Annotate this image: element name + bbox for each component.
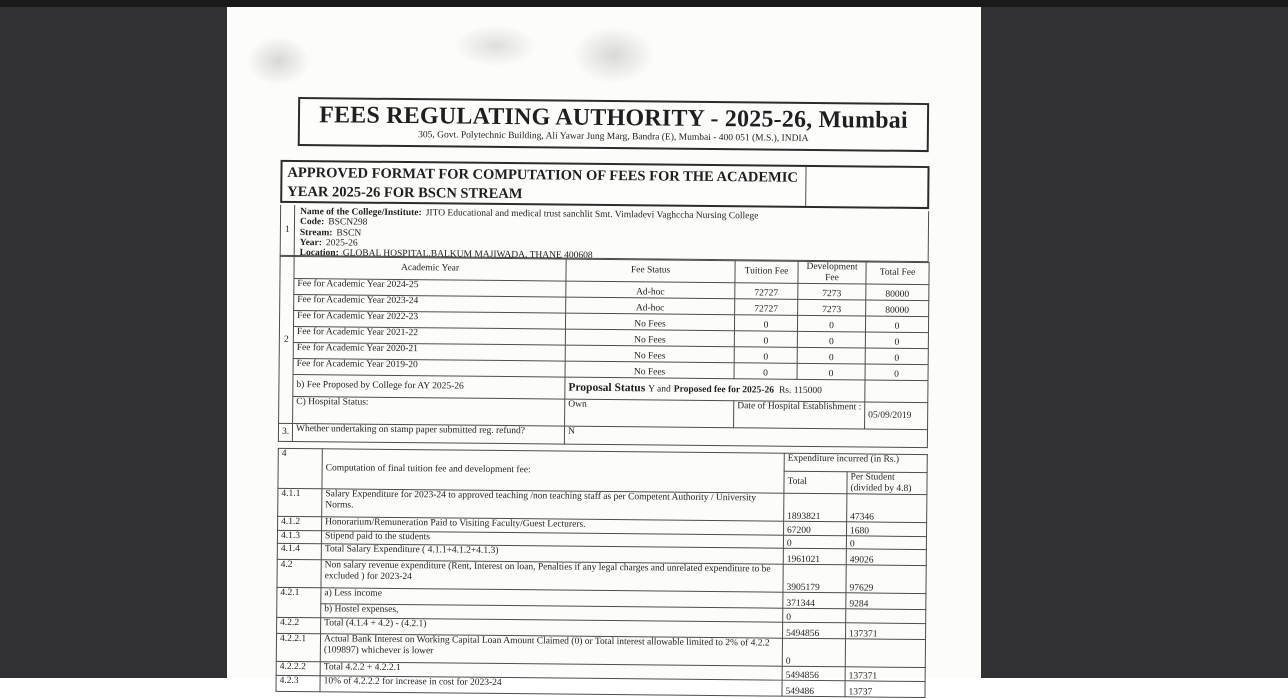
comp-item-number: 4.2 xyxy=(277,560,321,588)
comp-total-value: 1893821 xyxy=(787,511,821,522)
comp-per-student-value: 137371 xyxy=(848,670,878,682)
undertaking-label: Whether undertaking on stamp paper submitted reg. refund? xyxy=(292,424,564,445)
college-field-value: 2025-26 xyxy=(325,238,358,249)
fee-value: 7273 xyxy=(822,305,842,316)
scan-smudge xyxy=(453,25,537,68)
comp-item-per-student xyxy=(845,639,925,668)
comp-total-value: 5494856 xyxy=(786,628,820,639)
fee-cell-status xyxy=(565,329,734,347)
hospital-status-value: Own xyxy=(565,399,734,428)
fee-cell-year: Fee for Academic Year 2021-22 xyxy=(293,327,565,346)
top-dark-strip xyxy=(0,0,1288,7)
comp-total-value: 67200 xyxy=(787,525,811,536)
scan-smudge xyxy=(572,26,655,85)
comp-item-total xyxy=(783,608,846,623)
fee-cell-status xyxy=(566,281,735,299)
fee-cell-status xyxy=(565,361,734,379)
comp-per-student-value: 0 xyxy=(849,538,855,549)
fee-cell-tuition xyxy=(734,347,797,364)
comp-total-value: 549486 xyxy=(785,686,815,697)
comp-item-total xyxy=(783,535,846,549)
fee-value: 7273 xyxy=(822,289,842,300)
college-field-value: BSCN298 xyxy=(328,217,368,229)
fee-proposed-value-cell xyxy=(565,377,865,402)
proposed-fee-value: Rs. 115000 xyxy=(778,385,822,397)
comp-item-per-student xyxy=(846,565,926,594)
comp-item-desc: Non salary revenue expenditure (Rent, Interest on loan, Penalties if any legal charges and unrelated expenditure to be excluded ) for 2023-24 xyxy=(321,560,783,592)
comp-item-per-student xyxy=(846,623,926,640)
comp-item-total xyxy=(783,622,846,639)
comp-item-number: 4.1.4 xyxy=(277,544,321,560)
fee-cell-development xyxy=(797,348,865,365)
approved-format-box xyxy=(280,160,929,209)
comp-item-per-student xyxy=(845,667,925,682)
fee-value: 72727 xyxy=(754,288,779,299)
fee-value: 0 xyxy=(894,337,900,349)
comp-item-total xyxy=(782,680,845,697)
comp-item-number: 4.1.2 xyxy=(278,517,322,531)
comp-item-number: 4.2.2.1 xyxy=(276,634,320,662)
comp-per-student-value: 97629 xyxy=(849,582,874,594)
section-number: 2 xyxy=(279,256,295,423)
section-number: 4 xyxy=(278,448,322,489)
comp-item-number: 4.2.2 xyxy=(277,618,321,634)
college-field-value: JITO Educational and medical trust sanchlit Smt. Vimladevi Vaghccha Nursing College xyxy=(425,208,759,222)
row-number: 3. xyxy=(278,424,292,442)
approved-format-title: APPROVED FORMAT FOR COMPUTATION OF FEES FOR THE ACADEMIC YEAR 2025-26 FOR BSCN STREAM xyxy=(282,162,806,206)
comp-item-number: 4.2.3 xyxy=(276,676,320,692)
fee-cell-total xyxy=(865,316,928,333)
fee-cell-tuition xyxy=(735,299,798,316)
comp-item-per-student xyxy=(846,593,926,610)
fee-cell-development xyxy=(797,316,865,333)
col-per-student-header: Per Student (divided by 4.8) xyxy=(847,472,927,495)
fee-value: 0 xyxy=(829,321,834,332)
fee-cell-tuition xyxy=(735,283,798,300)
comp-item-desc: Total 4.2.2 + 4.2.2.1 xyxy=(320,662,782,680)
fee-history-table xyxy=(278,256,930,448)
fee-value: 80000 xyxy=(885,289,910,301)
comp-item-desc: Stipend paid to the students xyxy=(321,531,783,548)
fee-col-header: Total Fee xyxy=(866,262,929,285)
row-number: 1 xyxy=(281,205,295,255)
college-field-label: Name of the College/Institute: xyxy=(300,207,422,219)
document-page xyxy=(227,7,981,698)
fee-col-header: Development Fee xyxy=(798,261,866,284)
comp-total-value: 371344 xyxy=(786,598,815,609)
comp-item-total xyxy=(783,592,846,609)
authority-header-box xyxy=(298,97,929,152)
fee-proposed-empty-cell xyxy=(865,380,928,403)
comp-item-per-student xyxy=(846,536,926,550)
fee-value: 72727 xyxy=(754,304,779,315)
comp-item-per-student xyxy=(847,522,927,537)
comp-item-desc: Honorarium/Remuneration Paid to Visiting Faculty/Guest Lecturers. xyxy=(322,517,784,535)
scan-smudge xyxy=(247,37,309,86)
undertaking-value: N xyxy=(564,426,927,447)
fee-cell-total xyxy=(865,332,928,349)
comp-item-desc: Total Salary Expenditure ( 4.1.1+4.1.2+4.1.3) xyxy=(321,544,783,564)
fee-cell-development xyxy=(798,300,866,317)
college-fields xyxy=(295,205,928,261)
comp-title: Computation of final tuition fee and development fee: xyxy=(322,449,784,494)
fee-cell-total xyxy=(866,300,929,317)
comp-item-number: 4.2.1 xyxy=(277,588,321,618)
fee-value: 0 xyxy=(828,369,834,380)
college-info-row xyxy=(280,205,929,262)
hospital-date-value: 05/09/2019 xyxy=(865,402,928,430)
comp-total-value: 0 xyxy=(785,656,791,667)
col-total-header: Total xyxy=(784,471,847,494)
college-field-label: Stream: xyxy=(299,227,333,239)
fee-cell-year: Fee for Academic Year 2023-24 xyxy=(294,295,566,314)
comp-total-value: 0 xyxy=(786,538,792,549)
comp-item-per-student xyxy=(846,609,926,624)
comp-total-value: 5494856 xyxy=(785,670,819,681)
comp-header-row xyxy=(278,448,927,472)
fee-cell-total xyxy=(865,348,928,365)
college-field-value: BSCN xyxy=(336,228,362,239)
fee-proposed-label: b) Fee Proposed by College for AY 2025-26 xyxy=(293,375,565,400)
fee-cell-total xyxy=(865,364,928,381)
fee-value: 0 xyxy=(763,352,769,363)
fee-cell-development xyxy=(797,364,865,381)
fee-cell-year: Fee for Academic Year 2022-23 xyxy=(293,311,565,330)
fee-cell-development xyxy=(798,284,866,301)
fee-value: 0 xyxy=(894,369,899,381)
comp-item-total xyxy=(784,493,847,522)
expenditure-header: Expenditure incurred (in Rs.) xyxy=(784,453,927,472)
comp-item-desc: Actual Bank Interest on Working Capital Loan Amount Claimed (0) or Total interest allowable limited to 2% of 4.2.2 (109897) whichever is lower xyxy=(320,634,782,666)
fee-value: 0 xyxy=(894,321,900,333)
fee-value: 0 xyxy=(828,337,834,348)
fee-cell-tuition xyxy=(734,363,797,380)
fee-cell-status xyxy=(565,345,734,363)
comp-item-total xyxy=(784,521,847,536)
scanned-sheet xyxy=(222,6,982,698)
comp-per-student-value: 9284 xyxy=(849,598,869,610)
fee-value: 0 xyxy=(763,368,768,379)
fee-value: 0 xyxy=(894,353,900,365)
comp-item-per-student xyxy=(847,494,927,523)
proposal-status-value: Y and xyxy=(648,384,671,395)
comp-per-student-value: 13737 xyxy=(848,686,873,698)
fee-value: No Fees xyxy=(633,367,666,378)
comp-per-student-value: 47346 xyxy=(850,511,874,523)
approved-format-empty-cell xyxy=(806,167,927,207)
fee-value: 0 xyxy=(828,353,834,364)
comp-item-desc: b) Hostel expenses, xyxy=(321,604,783,622)
fee-col-header: Fee Status xyxy=(566,259,735,283)
fee-cell-total xyxy=(866,284,929,301)
comp-total-value: 1961021 xyxy=(786,554,821,565)
proposal-status-label: Proposal Status xyxy=(568,381,646,395)
comp-item-total xyxy=(782,638,845,667)
authority-address: 305, Govt. Polytechnic Building, Ali Yawar Jung Marg, Bandra (E), Mumbai - 400 051 (M.S.), INDIA xyxy=(418,130,809,144)
college-field-label: Location: xyxy=(299,248,339,259)
fee-cell-tuition xyxy=(734,331,797,348)
fee-cell-status xyxy=(566,297,735,315)
fee-cell-development xyxy=(797,332,865,349)
comp-item-number: 4.1.1 xyxy=(278,489,322,517)
comp-total-value: 0 xyxy=(786,612,792,623)
authority-title: FEES REGULATING AUTHORITY - 2025-26, Mumbai xyxy=(319,102,908,134)
fee-cell-year: Fee for Academic Year 2020-21 xyxy=(293,343,565,362)
comp-item-per-student xyxy=(845,681,925,698)
fee-cell-status xyxy=(565,313,734,331)
fee-col-header: Tuition Fee xyxy=(735,261,798,284)
fee-value: 0 xyxy=(763,320,769,331)
comp-per-student-value: 49026 xyxy=(849,554,874,566)
comp-total-value: 3905179 xyxy=(786,582,820,593)
hospital-date-label: Date of Hospital Establishment : xyxy=(734,401,865,429)
comp-item-total xyxy=(783,548,846,565)
comp-item-desc: a) Less income xyxy=(321,588,783,608)
college-field-label: Year: xyxy=(299,238,322,249)
comp-per-student-value: 137371 xyxy=(849,628,878,640)
fee-value: No Fees xyxy=(634,335,666,346)
comp-item-total xyxy=(782,666,845,681)
fee-value: No Fees xyxy=(634,319,666,330)
fee-value: No Fees xyxy=(633,351,666,362)
fee-cell-tuition xyxy=(734,315,797,332)
college-field-label: Code: xyxy=(299,217,325,228)
comp-item-per-student xyxy=(846,549,926,566)
college-field-value: GLOBAL HOSPITAL,BALKUM MAJIWADA, THANE 400608 xyxy=(342,248,593,262)
comp-per-student-value: 1680 xyxy=(850,525,870,537)
proposed-fee-label: Proposed fee for 2025-26 xyxy=(673,384,775,396)
comp-item-total xyxy=(783,564,846,593)
comp-item-number: 4.2.2.2 xyxy=(276,662,320,676)
fee-value: 80000 xyxy=(885,305,910,317)
computation-table xyxy=(275,448,927,698)
fee-cell-year: Fee for Academic Year 2019-20 xyxy=(293,359,565,378)
fee-value: 0 xyxy=(763,336,769,347)
fee-col-header: Academic Year xyxy=(294,256,566,281)
hospital-status-label: C) Hospital Status: xyxy=(293,397,565,427)
comp-item-desc: 10% of 4.2.2.2 for increase in cost for 2023-24 xyxy=(320,676,782,696)
fee-value: Ad-hoc xyxy=(636,287,665,298)
comp-item-desc: Salary Expenditure for 2023-24 to approved teaching /non teaching staff as per Competent Authority / University Norms. xyxy=(322,489,784,521)
fee-cell-year: Fee for Academic Year 2024-25 xyxy=(294,279,566,298)
comp-item-desc: Total (4.1.4 + 4.2) - (4.2.1) xyxy=(321,618,783,638)
fee-value: Ad-hoc xyxy=(635,303,665,314)
comp-item-number: 4.1.3 xyxy=(277,531,321,544)
